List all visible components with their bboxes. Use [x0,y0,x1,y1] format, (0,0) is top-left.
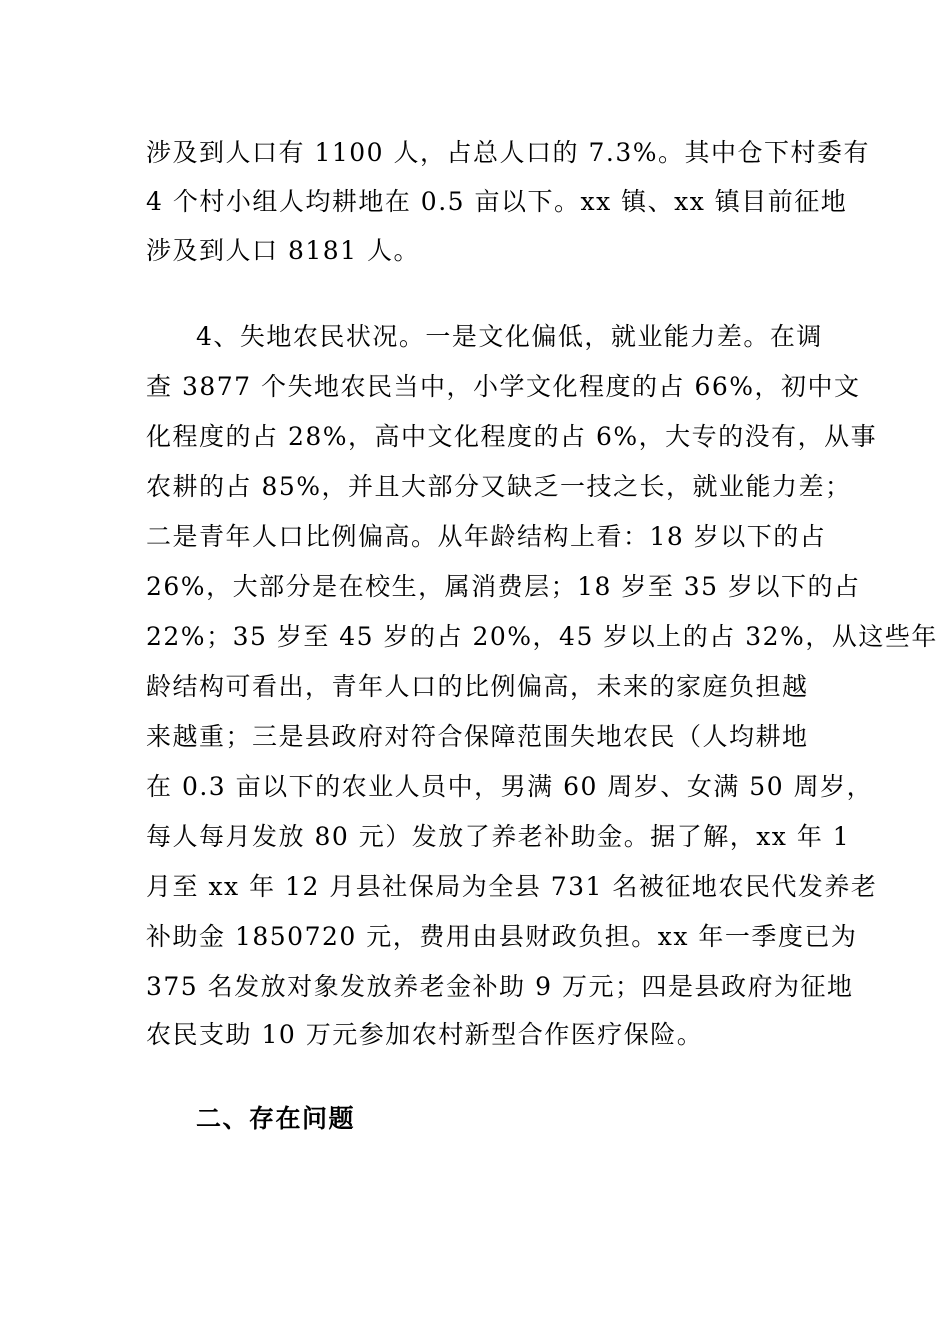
paragraph-2-line-1: 4、失地农民状况。一是文化偏低，就业能力差。在调 [196,322,823,351]
section-heading: 二、存在问题 [196,1104,356,1133]
paragraph-2-line-10: 在 0.3 亩以下的农业人员中，男满 60 周岁、女满 50 周岁， [146,772,874,801]
paragraph-2-line-14: 375 名发放对象发放养老金补助 9 万元；四是县政府为征地 [146,972,854,1001]
paragraph-2-line-5: 二是青年人口比例偏高。从年龄结构上看：18 岁以下的占 [146,522,827,551]
paragraph-1-line-2: 4 个村小组人均耕地在 0.5 亩以下。xx 镇、xx 镇目前征地 [146,187,848,216]
paragraph-2-line-9: 来越重；三是县政府对符合保障范围失地农民（人均耕地 [146,722,809,751]
paragraph-2-line-4: 农耕的占 85%，并且大部分又缺乏一技之长，就业能力差； [146,472,852,501]
paragraph-2-line-8: 龄结构可看出，青年人口的比例偏高，未来的家庭负担越 [146,672,809,701]
paragraph-2-line-7: 22%；35 岁至 45 岁的占 20%，45 岁以上的占 32%，从这些年 [146,622,938,651]
paragraph-2-line-6: 26%，大部分是在校生，属消费层；18 岁至 35 岁以下的占 [146,572,861,601]
paragraph-2-line-2: 查 3877 个失地农民当中，小学文化程度的占 66%，初中文 [146,372,861,401]
paragraph-1-line-3: 涉及到人口 8181 人。 [146,236,421,265]
paragraph-2-line-3: 化程度的占 28%，高中文化程度的占 6%，大专的没有，从事 [146,422,878,451]
paragraph-2-line-13: 补助金 1850720 元，费用由县财政负担。xx 年一季度已为 [146,922,858,951]
paragraph-2-line-15: 农民支助 10 万元参加农村新型合作医疗保险。 [146,1020,704,1049]
paragraph-1-line-1: 涉及到人口有 1100 人，占总人口的 7.3%。其中仓下村委有 [146,138,870,167]
paragraph-2-line-11: 每人每月发放 80 元）发放了养老补助金。据了解，xx 年 1 [146,822,851,851]
paragraph-2-line-12: 月至 xx 年 12 月县社保局为全县 731 名被征地农民代发养老 [146,872,878,901]
